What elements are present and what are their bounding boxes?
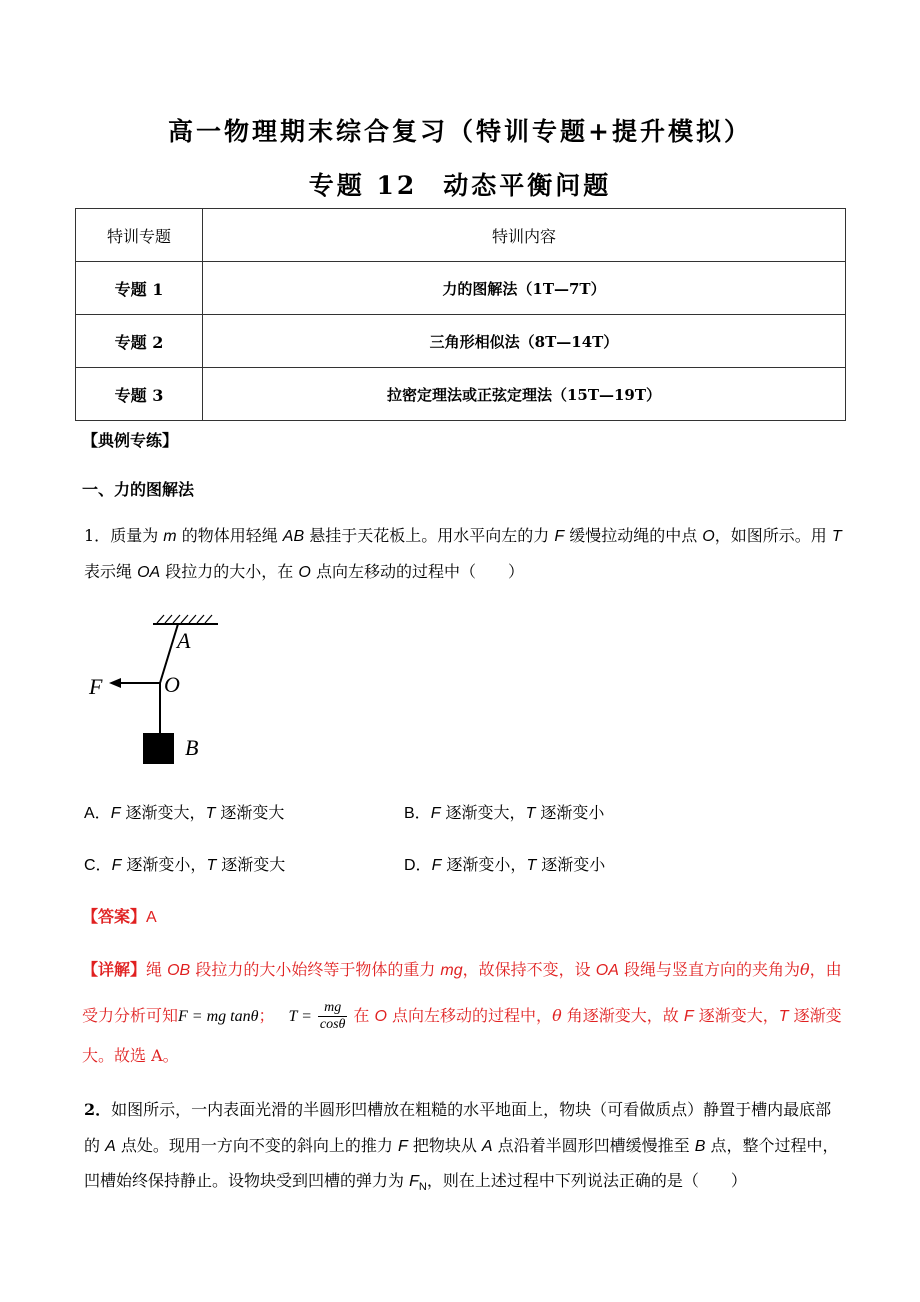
q1-text: ，如图所示。用 xyxy=(714,526,832,545)
var-oa: OA xyxy=(595,962,619,979)
option-letter: B． xyxy=(404,805,431,822)
detail-text: 逐渐变大， xyxy=(693,1006,779,1025)
q2-line3 xyxy=(84,1168,854,1200)
q2-line2 xyxy=(84,1133,854,1160)
var-a: A xyxy=(105,1138,116,1155)
q2-text: 点处。现用一方向不变的斜向上的推力 xyxy=(115,1136,398,1155)
option-letter: C． xyxy=(84,857,112,874)
q1-text: 质量为 xyxy=(110,526,164,545)
detail-text: 受力分析可知 xyxy=(82,1006,179,1025)
var-mg: mg xyxy=(440,962,463,979)
q1-text: 点向左移动的过程中（ ） xyxy=(310,562,524,581)
label-o: O xyxy=(164,672,180,697)
page-title: 高一物理期末综合复习（特训专题+提升模拟） xyxy=(168,117,752,146)
fraction-numerator: mg xyxy=(318,1000,348,1017)
table-cell-topic: 专题 2 xyxy=(76,315,203,368)
table-row xyxy=(76,368,846,421)
var-oa: OA xyxy=(137,564,161,581)
q2-text: 凹槽始终保持静止。设物块受到凹槽的弹力为 xyxy=(84,1171,410,1190)
q2-text: 点沿着半圆形凹槽缓慢推至 xyxy=(492,1136,695,1155)
option-letter: A． xyxy=(84,805,111,822)
label-a: A xyxy=(177,628,191,653)
var-f: F xyxy=(111,857,122,874)
var-f: F xyxy=(397,1138,408,1155)
q2-number: 2． xyxy=(84,1100,112,1119)
block xyxy=(143,733,174,764)
var-fn: F xyxy=(409,1173,419,1190)
option-d[interactable] xyxy=(404,852,605,875)
q2-text: 把物块从 xyxy=(407,1136,482,1155)
q1-text: 悬挂于天花板上。用水平向左的力 xyxy=(304,526,555,545)
detail-text: 点向左移动的过程中， xyxy=(386,1006,553,1025)
var-f: F xyxy=(431,857,442,874)
option-text: 逐渐变小 xyxy=(535,803,605,822)
var-m: m xyxy=(163,528,177,545)
fraction-denominator: cosθ xyxy=(319,1017,346,1032)
detail-line3: 大。故选 A。 xyxy=(82,1046,179,1065)
q1-text: 段拉力的大小，在 xyxy=(160,562,299,581)
answer xyxy=(82,904,157,931)
ceiling-hatch xyxy=(157,615,212,623)
detail-text: ，故保持不变，设 xyxy=(462,960,596,979)
table-row xyxy=(76,315,846,368)
var-o: O xyxy=(702,528,715,545)
var-fn-sub: N xyxy=(418,1181,427,1194)
option-text: 逐渐变小， xyxy=(121,855,207,874)
label-f: F xyxy=(89,674,103,699)
table-cell-content: 力的图解法（1T—7T） xyxy=(203,262,846,315)
detail-text: ； xyxy=(258,1006,275,1025)
option-b[interactable] xyxy=(404,800,604,823)
var-f: F xyxy=(110,805,121,822)
table-header-topic: 特训专题 xyxy=(76,209,203,262)
var-f: F xyxy=(430,805,441,822)
detail-text: 逐渐变 xyxy=(788,1006,842,1025)
var-t: T xyxy=(526,857,537,874)
option-text: 逐渐变小， xyxy=(441,855,527,874)
table-row xyxy=(76,262,846,315)
q2-text: 如图所示，一内表面光滑的半圆形凹槽放在粗糙的水平地面上，物块（可看做质点）静置于槽内最底部 xyxy=(111,1100,832,1119)
var-ob: OB xyxy=(167,962,191,979)
option-text: 逐渐变大 xyxy=(215,803,285,822)
var-t: T xyxy=(206,857,217,874)
table-cell-topic: 专题 1 xyxy=(76,262,203,315)
option-text: 逐渐变大 xyxy=(216,855,286,874)
var-ab: AB xyxy=(282,528,305,545)
option-text: 逐渐变大， xyxy=(120,803,206,822)
var-o: O xyxy=(374,1008,387,1025)
topics-table xyxy=(75,208,846,421)
detail-text: 绳 xyxy=(146,960,168,979)
q1-text: 缓慢拉动绳的中点 xyxy=(564,526,703,545)
section-label: 【典例专练】 xyxy=(82,431,179,450)
detail-line1 xyxy=(82,957,852,984)
table-cell-content: 拉密定理法或正弦定理法（15T—19T） xyxy=(203,368,846,421)
var-t: T xyxy=(831,528,842,545)
subtitle-topic: 动态平衡问题 xyxy=(443,171,612,200)
var-t: T xyxy=(205,805,216,822)
option-text: 逐渐变小 xyxy=(536,855,606,874)
detail-label: 【详解】 xyxy=(82,960,147,979)
var-o: O xyxy=(298,564,311,581)
page-subtitle xyxy=(0,166,920,202)
option-text: 逐渐变大， xyxy=(440,803,526,822)
table-header-content: 特训内容 xyxy=(203,209,846,262)
detail-text: 段绳与竖直方向的夹角为 xyxy=(618,960,800,979)
table-cell-topic: 专题 3 xyxy=(76,368,203,421)
label-b: B xyxy=(185,735,199,760)
table-header-row xyxy=(76,209,846,262)
q1-line1 xyxy=(84,523,844,550)
force-arrow-head xyxy=(109,678,121,688)
q1-figure xyxy=(85,610,225,775)
var-f: F xyxy=(683,1008,694,1025)
option-a[interactable] xyxy=(84,800,284,823)
option-c[interactable] xyxy=(84,852,285,875)
detail-text: 角逐渐变大，故 xyxy=(561,1006,684,1025)
detail-text: ，由 xyxy=(809,960,842,979)
answer-value: A xyxy=(146,909,157,926)
answer-label: 【答案】 xyxy=(82,907,147,926)
var-theta: θ xyxy=(799,960,810,979)
table-cell-content: 三角形相似法（8T—14T） xyxy=(203,315,846,368)
equation-f: F = mg tanθ xyxy=(178,1008,259,1025)
var-b: B xyxy=(694,1138,706,1155)
subtitle-number: 专题 12 xyxy=(308,171,418,200)
q1-line2 xyxy=(84,559,844,586)
q1-number: 1． xyxy=(84,526,111,545)
q2-text: 点，整个过程中， xyxy=(705,1136,839,1155)
var-f: F xyxy=(554,528,565,545)
var-theta: θ xyxy=(552,1006,562,1025)
var-a: A xyxy=(481,1138,493,1155)
detail-text: 段拉力的大小始终等于物体的重力 xyxy=(190,960,441,979)
q1-text: 的物体用轻绳 xyxy=(176,526,283,545)
section-title: 一、力的图解法 xyxy=(82,480,195,499)
detail-line2 xyxy=(82,1000,852,1036)
option-letter: D． xyxy=(404,857,432,874)
equation-fraction xyxy=(318,1000,348,1033)
q2-text: ，则在上述过程中下列说法正确的是（ ） xyxy=(426,1171,747,1190)
var-t: T xyxy=(778,1008,789,1025)
q2-line1 xyxy=(84,1097,854,1123)
detail-text: 在 xyxy=(353,1006,375,1025)
var-t: T xyxy=(525,805,536,822)
q2-text: 的 xyxy=(84,1136,106,1155)
q1-text: 表示绳 xyxy=(84,562,138,581)
equation-t-lhs: T = xyxy=(288,1008,312,1025)
